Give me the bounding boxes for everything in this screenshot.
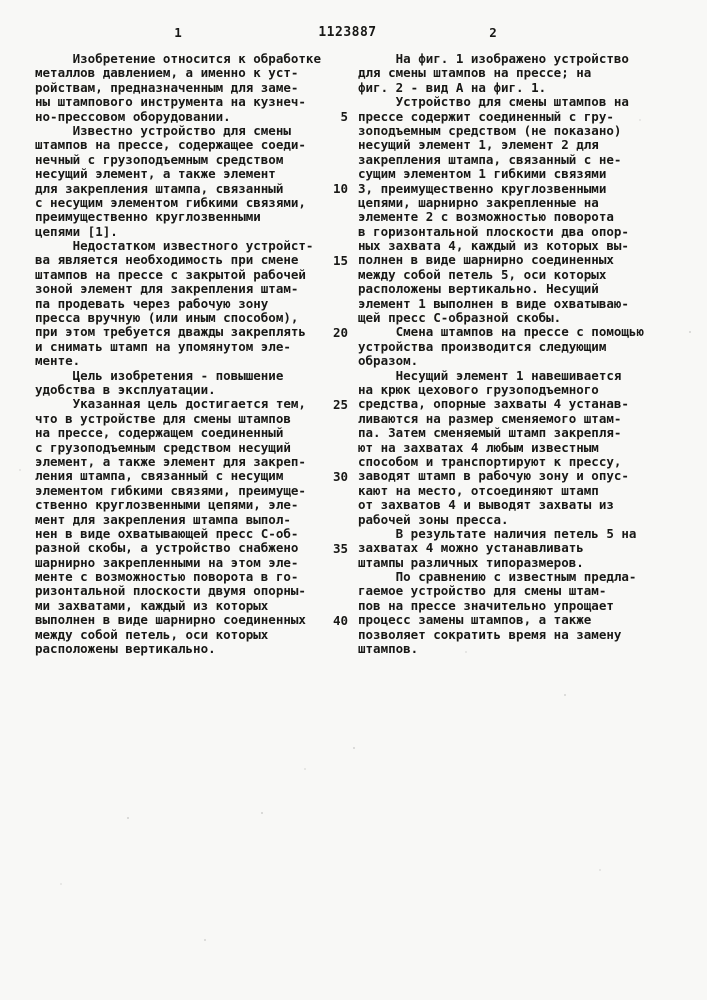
text-line: полнен в виде шарнирно соединенных: [358, 252, 614, 268]
text-line: мент для закрепления штампа выпол-: [35, 511, 291, 527]
text-line: ми захватами, каждый из которых: [35, 597, 269, 613]
text-line: щей пресс С-образной скобы.: [358, 310, 562, 326]
text-line: между собой петель, оси которых: [35, 626, 269, 642]
text-line: выполнен в виде шарнирно соединенных: [35, 612, 306, 628]
patent-number: 1123887: [318, 25, 377, 40]
gutter-line-number: 10: [332, 180, 348, 196]
gutter-line-number: 40: [332, 612, 348, 628]
text-line: в горизонтальной плоскости два опор-: [358, 223, 629, 239]
text-line: ройствам, предназначенным для заме-: [35, 79, 299, 95]
text-line: Несущий элемент 1 навешивается: [358, 367, 622, 383]
text-line: расположены вертикально.: [35, 641, 216, 657]
text-line: позволяет сократить время на замену: [358, 626, 622, 642]
text-line: на прессе, содержащем соединенный: [35, 425, 284, 441]
text-line: элементе 2 с возможностью поворота: [358, 209, 614, 225]
text-line: пов на прессе значительно упрощает: [358, 597, 614, 613]
text-line: на крюк цехового грузоподъемного: [358, 381, 599, 397]
text-line: расположены вертикально. Несущий: [358, 281, 599, 297]
text-line: ны штампового инструмента на кузнеч-: [35, 94, 306, 110]
text-line: ных захвата 4, каждый из которых вы-: [358, 238, 629, 254]
text-line: процесс замены штампов, а также: [358, 612, 592, 628]
text-line: нечный с грузоподъемным средством: [35, 151, 284, 167]
gutter-line-number: 35: [332, 540, 348, 556]
text-line: кают на место, отсоединяют штамп: [358, 482, 599, 498]
right-text-column: [358, 52, 660, 656]
text-line: образом.: [358, 353, 419, 369]
text-line: штампов.: [358, 641, 419, 657]
text-line: Известно устройство для смены: [35, 122, 291, 138]
gutter-line-number: 30: [332, 468, 348, 484]
text-line: По сравнению с известным предла-: [358, 569, 637, 585]
text-line: но-прессовом оборудовании.: [35, 108, 231, 124]
text-line: преимущественно круглозвенными: [35, 209, 261, 225]
line-number-gutter: [318, 0, 348, 1000]
text-line: заводят штамп в рабочую зону и опус-: [358, 468, 629, 484]
text-line: нен в виде охватывающей пресс С-об-: [35, 525, 299, 541]
text-line: На фиг. 1 изображено устройство: [358, 51, 629, 66]
gutter-line-number: 20: [332, 324, 348, 340]
gutter-line-number: 25: [332, 396, 348, 412]
text-line: средства, опорные захваты 4 устанав-: [358, 396, 629, 412]
text-line: несущий элемент, а также элемент: [35, 166, 276, 182]
text-line: Изобретение относится к обработке: [35, 51, 321, 66]
text-line: 3, преимущественно круглозвенными: [358, 180, 607, 196]
text-line: что в устройстве для смены штампов: [35, 410, 291, 426]
text-line: шарнирно закрепленными на этом эле-: [35, 554, 299, 570]
text-line: менте.: [35, 353, 81, 369]
text-line: В результате наличия петель 5 на: [358, 525, 637, 541]
left-column-number: 1: [174, 25, 182, 40]
text-line: гаемое устройство для смены штам-: [358, 583, 607, 599]
text-line: ва является необходимость при смене: [35, 252, 299, 268]
text-line: Устройство для смены штампов на: [358, 94, 629, 110]
text-line: при этом требуется дважды закреплять: [35, 324, 306, 340]
gutter-line-number: 15: [332, 252, 348, 268]
text-line: с несущим элементом гибкими связями,: [35, 194, 306, 210]
text-line: способом и транспортируют к прессу,: [358, 453, 622, 469]
text-line: ления штампа, связанный с несущим: [35, 468, 284, 484]
text-line: штампов на прессе с закрытой рабочей: [35, 266, 306, 282]
text-line: ризонтальной плоскости двумя опорны-: [35, 583, 306, 599]
text-line: закрепления штампа, связанный с не-: [358, 151, 622, 167]
text-line: между собой петель 5, оси которых: [358, 266, 607, 282]
text-line: разной скобы, а устройство снабжено: [35, 540, 299, 556]
text-line: для смены штампов на прессе; на: [358, 65, 592, 81]
left-text-column: [35, 52, 337, 656]
text-line: металлов давлением, а именно к уст-: [35, 65, 299, 81]
text-line: прессе содержит соединенный с гру-: [358, 108, 614, 124]
text-line: цепями, шарнирно закрепленные на: [358, 194, 599, 210]
gutter-line-number: 5: [340, 108, 348, 124]
text-line: ственно круглозвенными цепями, эле-: [35, 497, 299, 513]
text-line: удобства в эксплуатации.: [35, 381, 216, 397]
text-line: ют на захватах 4 любым известным: [358, 439, 599, 455]
text-line: от захватов 4 и выводят захваты из: [358, 497, 614, 513]
text-line: фиг. 2 - вид А на фиг. 1.: [358, 79, 547, 95]
text-line: пресса вручную (или иным способом),: [35, 310, 299, 326]
text-line: сущим элементом 1 гибкими связями: [358, 166, 607, 182]
text-line: Указанная цель достигается тем,: [35, 396, 306, 412]
text-line: элемент 1 выполнен в виде охватываю-: [358, 295, 629, 311]
text-line: элементом гибкими связями, преимуще-: [35, 482, 306, 498]
text-line: устройства производится следующим: [358, 338, 607, 354]
text-line: несущий элемент 1, элемент 2 для: [358, 137, 599, 153]
text-line: Недостатком известного устройст-: [35, 238, 314, 254]
text-line: захватах 4 можно устанавливать: [358, 540, 584, 556]
right-column-number: 2: [489, 25, 497, 40]
text-line: с грузоподъемным средством несущий: [35, 439, 291, 455]
text-line: штампов на прессе, содержащее соеди-: [35, 137, 306, 153]
text-line: элемент, а также элемент для закреп-: [35, 453, 306, 469]
text-line: Цель изобретения - повышение: [35, 367, 284, 383]
text-line: и снимать штамп на упомянутом эле-: [35, 338, 291, 354]
text-line: Смена штампов на прессе с помощью: [358, 324, 644, 340]
text-line: рабочей зоны пресса.: [358, 511, 509, 527]
text-line: для закрепления штампа, связанный: [35, 180, 284, 196]
text-line: ливаются на размер сменяемого штам-: [358, 410, 622, 426]
text-line: зоподъемным средством (не показано): [358, 122, 622, 138]
text-line: па. Затем сменяемый штамп закрепля-: [358, 425, 622, 441]
text-line: зоной элемент для закрепления штам-: [35, 281, 299, 297]
text-line: штампы различных типоразмеров.: [358, 554, 584, 570]
text-line: па продевать через рабочую зону: [35, 295, 269, 311]
text-line: менте с возможностью поворота в го-: [35, 569, 299, 585]
text-line: цепями [1].: [35, 223, 118, 239]
